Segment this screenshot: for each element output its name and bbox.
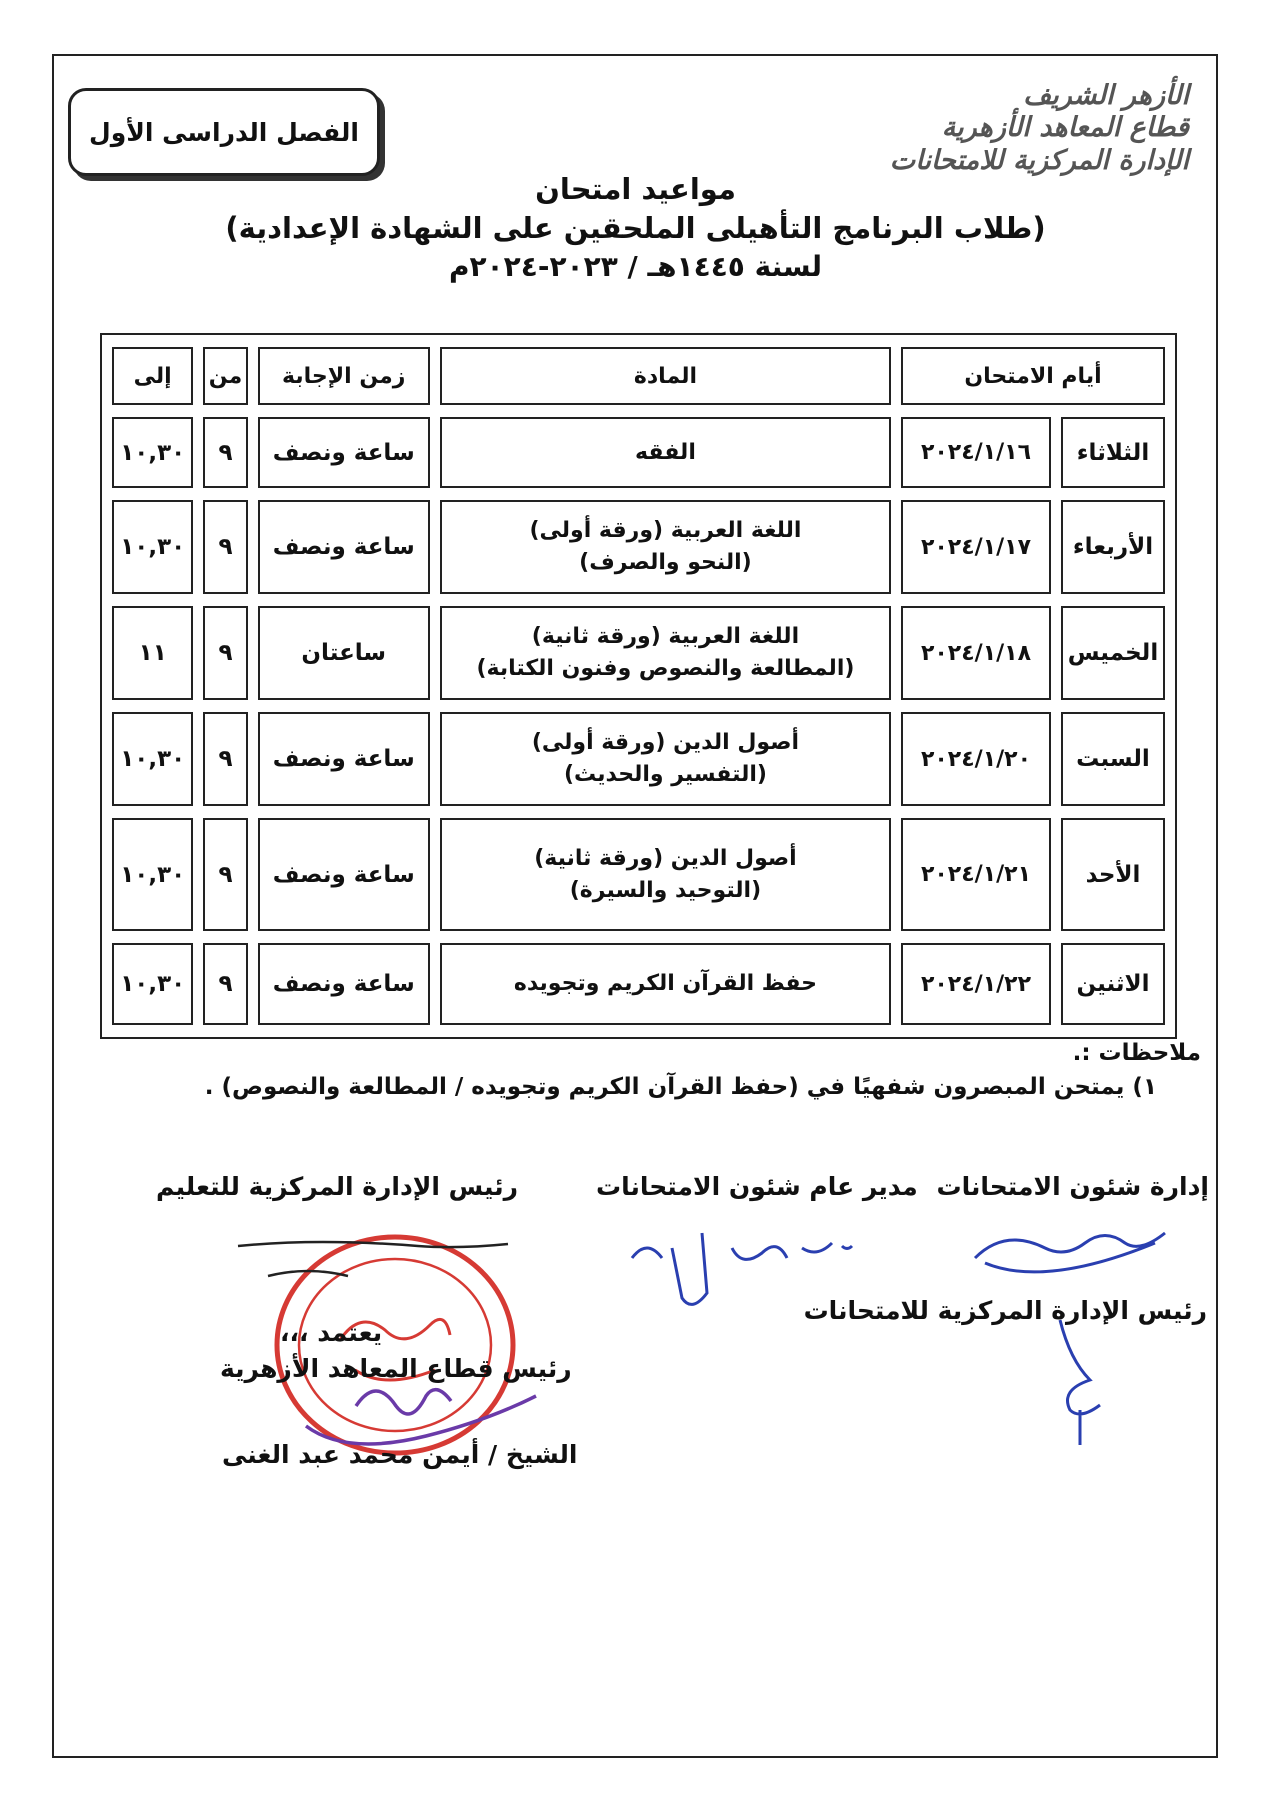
semester-label: الفصل الدراسى الأول [68, 88, 380, 176]
day-cell: الاثنين [1061, 943, 1165, 1025]
to-cell: ١٠,٣٠ [112, 712, 193, 806]
subject-subline: (التفسير والحديث) [563, 762, 767, 787]
table-row [112, 818, 1165, 931]
day-cell: الأحد [1061, 818, 1165, 931]
handwritten-signature-exams-admin [965, 1218, 1175, 1288]
subject-line: أصول الدين (ورقة ثانية) [534, 845, 797, 871]
signature-title-central-education: رئيس الإدارة المركزية للتعليم [156, 1172, 518, 1201]
to-cell: ١١ [112, 606, 193, 700]
organization-header [859, 80, 1189, 177]
to-cell: ١٠,٣٠ [112, 417, 193, 488]
subject-line: أصول الدين (ورقة أولى) [531, 730, 800, 756]
org-line-sector: قطاع المعاهد الأزهرية [941, 112, 1189, 144]
date-cell: ٢٠٢٤/١/٢٠ [901, 712, 1051, 806]
signatory-name: الشيخ / أيمن محمد عبد الغنى [222, 1440, 578, 1469]
header-duration: زمن الإجابة [258, 347, 430, 405]
header-to: إلى [112, 347, 193, 405]
notes-title: ملاحظات :. [1072, 1040, 1201, 1066]
from-cell: ٩ [203, 943, 247, 1025]
subject-line: اللغة العربية (ورقة أولى) [529, 518, 802, 544]
note-item: ١) يمتحن المبصرون شفهيًا في (حفظ القرآن الكريم وتجويده / المطالعة والنصوص) . [204, 1074, 1157, 1100]
subject-cell [440, 943, 891, 1025]
from-cell: ٩ [203, 500, 247, 594]
subject-subline: (التوحيد والسيرة) [569, 877, 762, 903]
table-row [112, 943, 1165, 1025]
to-cell: ١٠,٣٠ [112, 818, 193, 931]
table-row [112, 417, 1165, 488]
from-cell: ٩ [203, 712, 247, 806]
subject-line: اللغة العربية (ورقة ثانية) [531, 624, 800, 650]
date-cell: ٢٠٢٤/١/٢٢ [901, 943, 1051, 1025]
subject-cell [440, 417, 891, 488]
document-title [0, 170, 1271, 286]
subject-cell [440, 712, 891, 806]
duration-cell: ساعتان [258, 606, 430, 700]
handwritten-signature-sector-head [296, 1366, 546, 1456]
title-line-1: مواعيد امتحان [535, 172, 736, 206]
signature-stroke [1060, 1320, 1100, 1445]
title-line-2: (طلاب البرنامج التأهيلى الملحقين على الشهادة الإعدادية) [225, 211, 1046, 246]
subject-line: الفقه [635, 439, 696, 465]
org-line-central-admin: الإدارة المركزية للامتحانات [889, 144, 1189, 176]
org-line-azhar: الأزهر الشريف [1023, 80, 1189, 111]
from-cell: ٩ [203, 818, 247, 931]
day-cell: الخميس [1061, 606, 1165, 700]
signature-title-exams-admin: إدارة شئون الامتحانات [936, 1172, 1209, 1201]
subject-subline: (النحو والصرف) [579, 550, 752, 575]
day-cell: الأربعاء [1061, 500, 1165, 594]
from-cell: ٩ [203, 417, 247, 488]
to-cell: ١٠,٣٠ [112, 943, 193, 1025]
subject-cell [440, 500, 891, 594]
signature-title-general-manager: مدير عام شئون الامتحانات [596, 1172, 918, 1201]
subject-cell [440, 606, 891, 700]
header-days: أيام الامتحان [901, 347, 1165, 405]
table-row [112, 606, 1165, 700]
header-subject: المادة [440, 347, 891, 405]
duration-cell: ساعة ونصف [258, 417, 430, 488]
subject-cell [440, 818, 891, 931]
subject-line: حفظ القرآن الكريم وتجويده [513, 971, 818, 997]
table-row [112, 500, 1165, 594]
duration-cell: ساعة ونصف [258, 943, 430, 1025]
table-header-row [112, 347, 1165, 405]
signature-stroke [238, 1242, 508, 1276]
handwritten-signature-general-manager [612, 1218, 872, 1318]
signature-stroke [632, 1233, 852, 1304]
signature-title-sector-head: رئيس قطاع المعاهد الأزهرية [220, 1354, 572, 1383]
date-cell: ٢٠٢٤/١/١٦ [901, 417, 1051, 488]
day-cell: الثلاثاء [1061, 417, 1165, 488]
handwritten-signature-central-education [228, 1236, 528, 1306]
duration-cell: ساعة ونصف [258, 500, 430, 594]
header-from: من [203, 347, 247, 405]
from-cell: ٩ [203, 606, 247, 700]
signature-title-central-exams: رئيس الإدارة المركزية للامتحانات [803, 1296, 1207, 1325]
notes-section [101, 1040, 1201, 1100]
duration-cell: ساعة ونصف [258, 712, 430, 806]
subject-subline: (المطالعة والنصوص وفنون الكتابة) [476, 656, 855, 681]
date-cell: ٢٠٢٤/١/١٨ [901, 606, 1051, 700]
handwritten-signature-central-exams [1020, 1310, 1130, 1450]
exam-schedule-table [100, 333, 1177, 1039]
signature-stroke [975, 1233, 1165, 1272]
duration-cell: ساعة ونصف [258, 818, 430, 931]
date-cell: ٢٠٢٤/١/١٧ [901, 500, 1051, 594]
signature-stroke [306, 1390, 536, 1444]
title-line-3: لسنة ١٤٤٥هـ / ٢٠٢٣-٢٠٢٤م [448, 250, 823, 284]
to-cell: ١٠,٣٠ [112, 500, 193, 594]
table-row [112, 712, 1165, 806]
date-cell: ٢٠٢٤/١/٢١ [901, 818, 1051, 931]
day-cell: السبت [1061, 712, 1165, 806]
approval-label: يعتمد ،،، [280, 1318, 383, 1347]
